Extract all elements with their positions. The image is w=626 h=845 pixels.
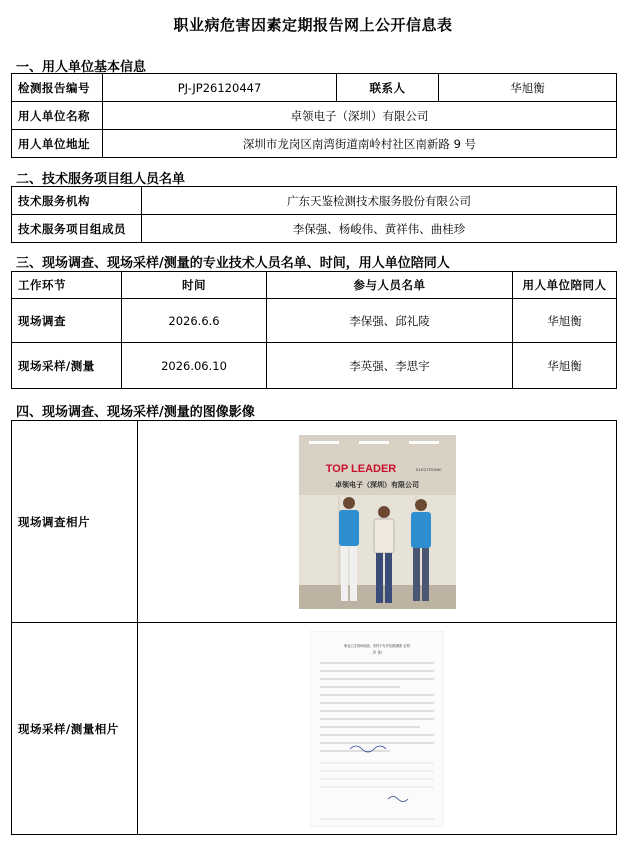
column-header: 时间	[122, 272, 267, 299]
table-row	[12, 74, 617, 102]
basic-info-table	[11, 73, 617, 158]
section3-heading: 三、现场调查、现场采样/测量的专业技术人员名单、时间，用人单位陪同人	[16, 256, 450, 271]
table-row	[12, 623, 617, 835]
page-title: 职业病危害因素定期报告网上公开信息表	[173, 16, 453, 34]
org-label: 技术服务机构	[12, 187, 142, 215]
table-row	[12, 421, 617, 623]
stage-cell: 现场调查	[12, 299, 122, 343]
sampling-statement-photo	[310, 631, 444, 827]
members-value: 李保强、杨峻伟、黄祥伟、曲桂珍	[142, 215, 617, 243]
escort-cell: 华旭衡	[513, 299, 617, 343]
org-value: 广东天鉴检测技术服务股份有限公司	[142, 187, 617, 215]
unit-addr-value: 深圳市龙岗区南湾街道南岭村社区南新路 9 号	[103, 130, 617, 158]
table-row	[12, 102, 617, 130]
members-label: 技术服务项目组成员	[12, 215, 142, 243]
people-cell: 李保强、邱礼陵	[267, 299, 513, 343]
date-cell: 2026.6.6	[122, 299, 267, 343]
table-row	[12, 299, 617, 343]
report-no-value: PJ-JP26120447	[103, 74, 337, 102]
sign-company-name: 卓领电子（深圳）有限公司	[334, 480, 419, 489]
section2-heading: 二、技术服务项目组人员名单	[16, 172, 186, 187]
column-header: 用人单位陪同人	[513, 272, 617, 299]
section4-heading: 四、现场调查、现场采样/测量的图像影像	[16, 405, 255, 420]
unit-name-value: 卓领电子（深圳）有限公司	[103, 102, 617, 130]
site-survey-photo	[299, 435, 456, 609]
table-row	[12, 130, 617, 158]
photo2-label: 现场采样/测量相片	[12, 623, 138, 835]
column-header: 工作环节	[12, 272, 122, 299]
table-header-row	[12, 272, 617, 299]
contact-value: 华旭衡	[439, 74, 617, 102]
statement-title: 职业卫生现场检测、采样不允许拍照/摄影 证明	[344, 643, 410, 648]
unit-name-label: 用人单位名称	[12, 102, 103, 130]
table-row	[12, 215, 617, 243]
sign-logo-text: TOP LEADER	[325, 462, 396, 475]
report-no-label: 检测报告编号	[12, 74, 103, 102]
sign-logo-small: ELECTRONIC	[415, 466, 442, 472]
escort-cell: 华旭衡	[513, 343, 617, 389]
table-row	[12, 187, 617, 215]
photo1-label: 现场调查相片	[12, 421, 138, 623]
stage-cell: 现场采样/测量	[12, 343, 122, 389]
statement-subtitle: 声 明	[372, 649, 382, 655]
tech-service-table	[11, 186, 617, 243]
section1-heading: 一、用人单位基本信息	[16, 60, 147, 75]
column-header: 参与人员名单	[267, 272, 513, 299]
unit-addr-label: 用人单位地址	[12, 130, 103, 158]
site-work-table	[11, 271, 617, 389]
people-cell: 李英强、李思宇	[267, 343, 513, 389]
contact-label: 联系人	[337, 74, 439, 102]
photo-table	[11, 420, 617, 835]
table-row	[12, 343, 617, 389]
date-cell: 2026.06.10	[122, 343, 267, 389]
